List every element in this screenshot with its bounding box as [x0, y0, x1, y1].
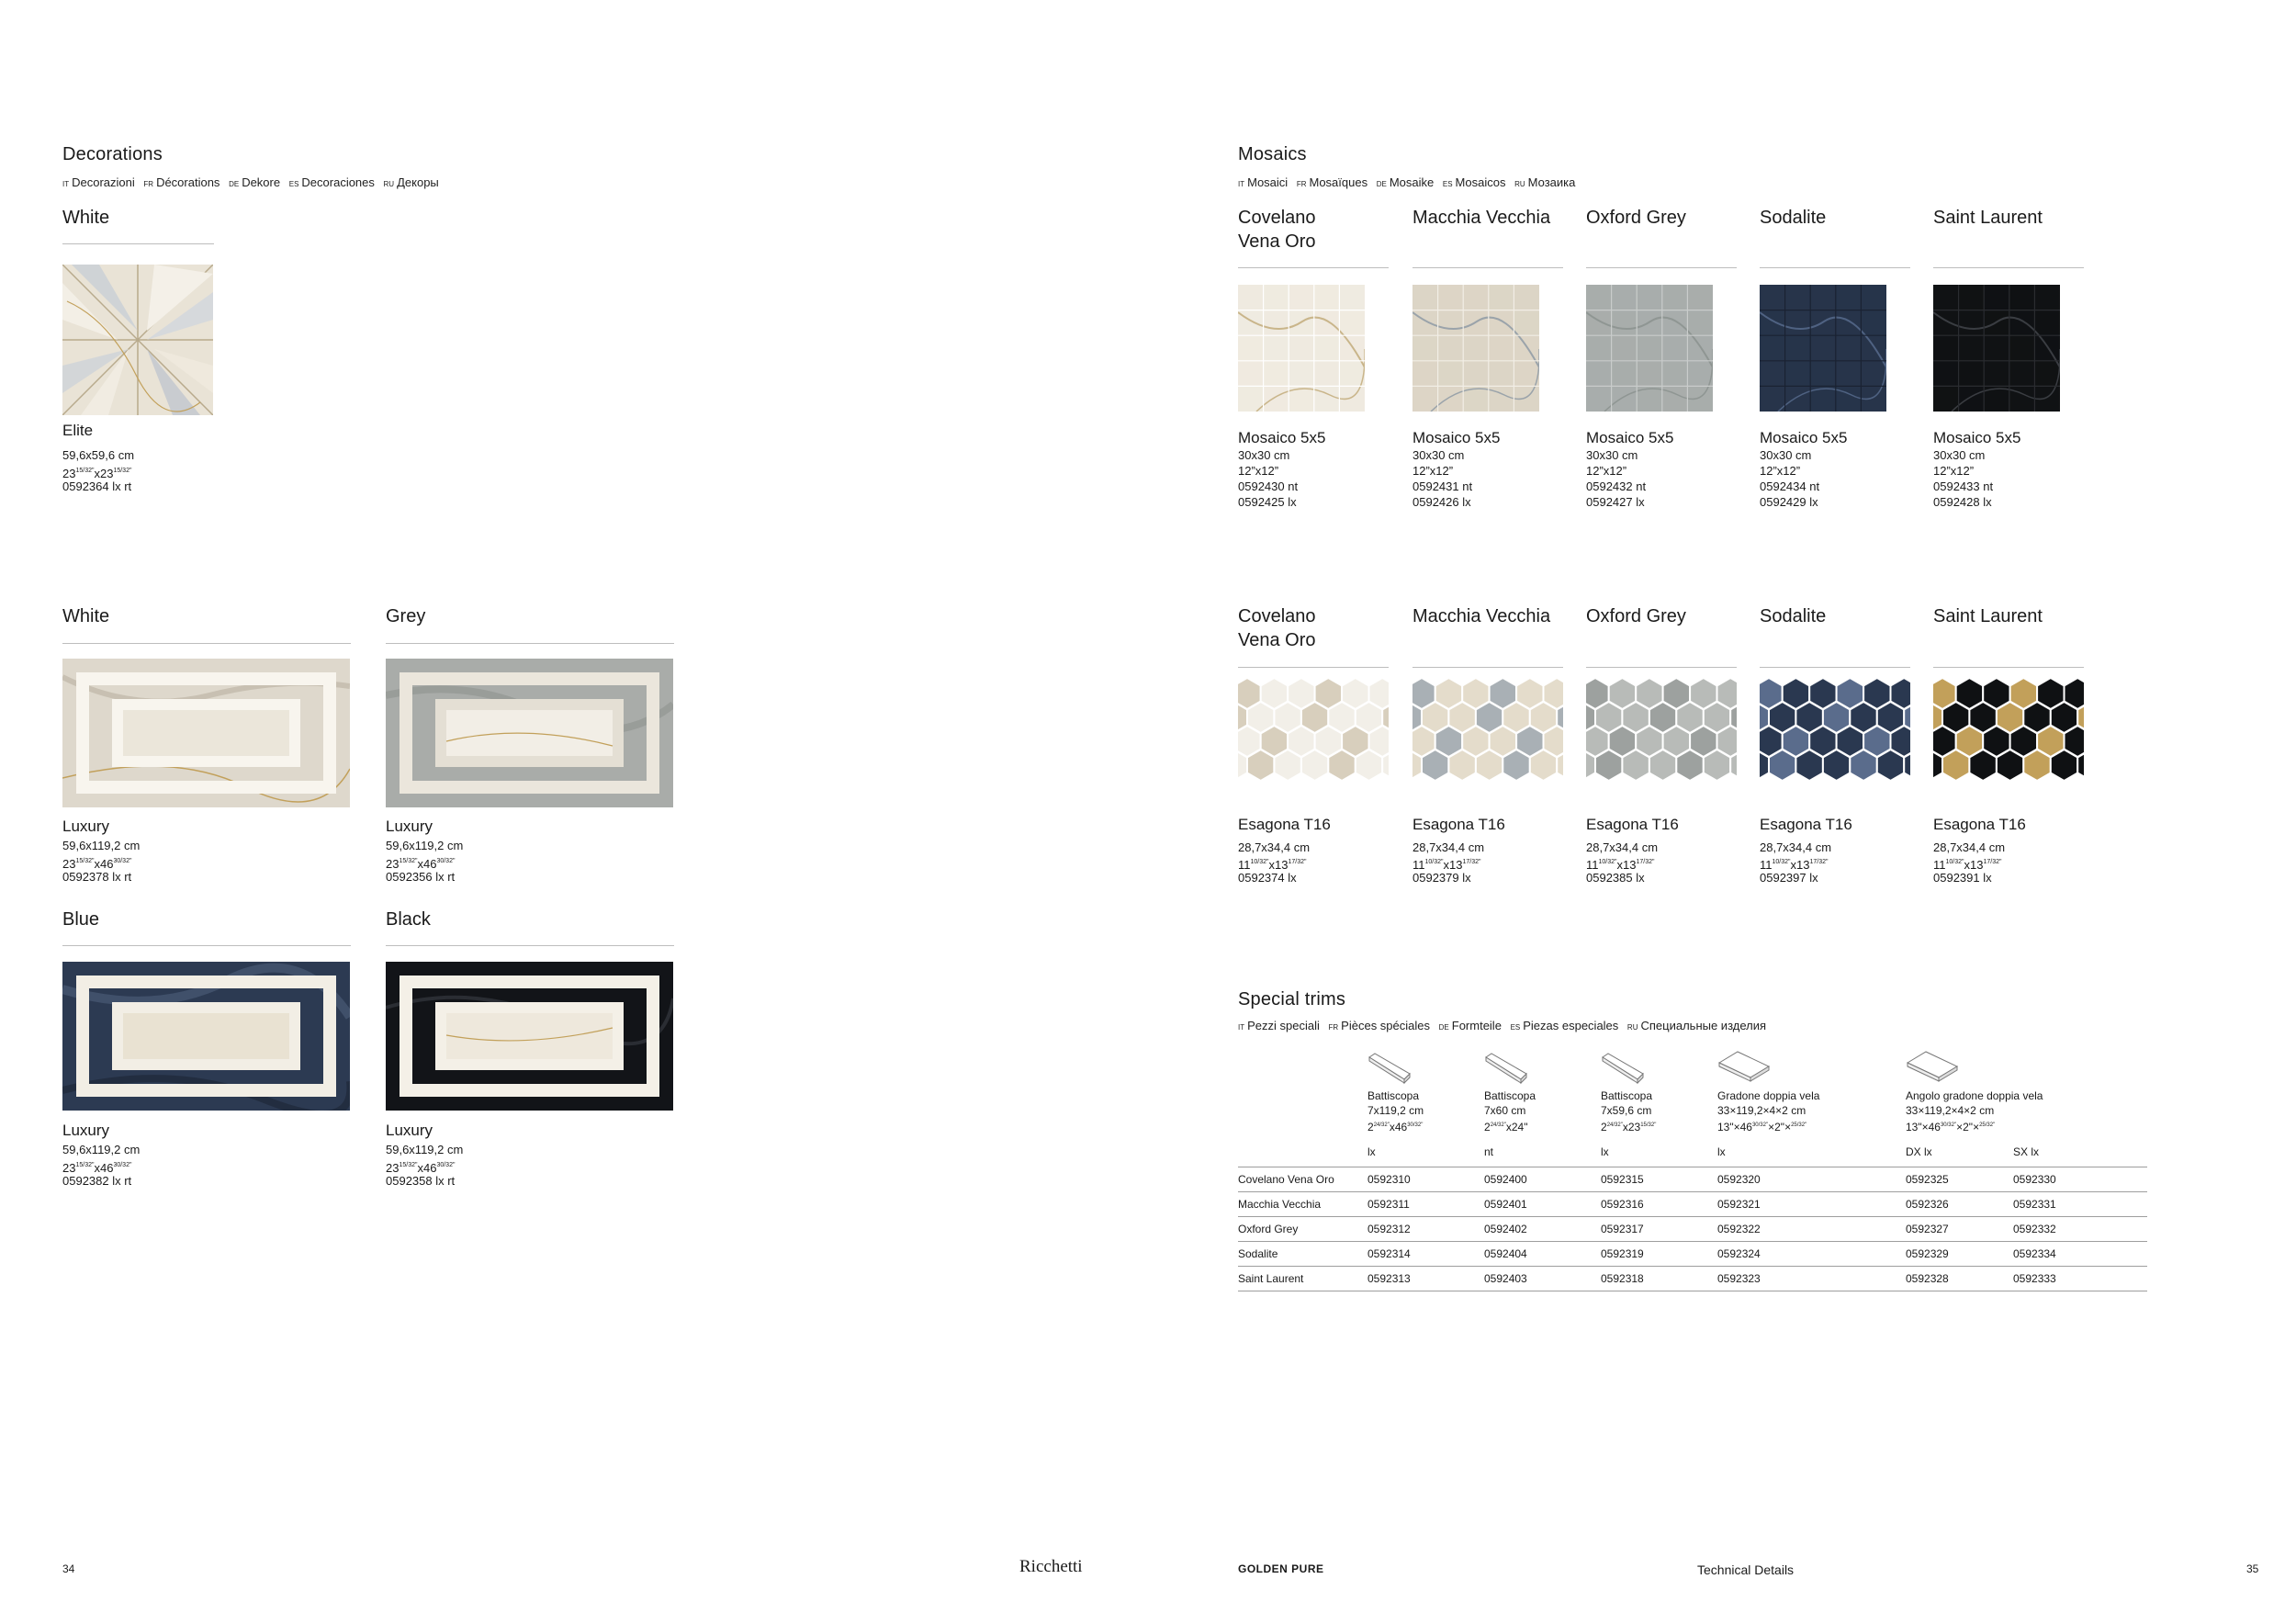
mosaic-size-inch: $11^{10/32"}x13^{17/32"}$: [1933, 858, 2002, 872]
mosaic-hexagon-image: [1933, 677, 2084, 806]
divider: [1933, 267, 2084, 268]
luxury-blue-code: 0592382 lx rt: [62, 1174, 132, 1188]
mosaic-name: Mosaico 5x5: [1238, 429, 1326, 446]
mosaic-size-inch: $11^{10/32"}x13^{17/32"}$: [1238, 858, 1307, 872]
mosaic-size-cm: 30x30 cm: [1586, 448, 1638, 462]
table-row: Covelano Vena Oro 0592310 0592400 0592315 0592320 0592325 0592330: [1238, 1167, 2147, 1191]
divider: [386, 945, 674, 946]
mosaic-code-nt: 0592433 nt: [1933, 479, 1994, 493]
divider: [62, 643, 351, 644]
mosaic-hexagon-image: [1586, 677, 1737, 806]
mosaic-name: Esagona T16: [1933, 816, 2026, 833]
mosaic-heading: Saint Laurent: [1933, 606, 2043, 626]
mosaic-code: 0592391 lx: [1933, 871, 1992, 885]
luxury-black-code: 0592358 lx rt: [386, 1174, 456, 1188]
mosaic-size-cm: 28,7x34,4 cm: [1760, 840, 1832, 854]
divider: [386, 643, 674, 644]
divider: [1933, 667, 2084, 668]
elite-code: 0592364 lx rt: [62, 479, 132, 493]
luxury-blue-size-inch: $23^{15/32"}x46^{30/32"}$: [62, 1161, 132, 1175]
mosaic-square-image: [1412, 285, 1539, 412]
mosaic-size-cm: 28,7x34,4 cm: [1238, 840, 1311, 854]
mosaic-size-inch: $11^{10/32"}x13^{17/32"}$: [1760, 858, 1829, 872]
divider: [62, 243, 214, 244]
mosaic-heading: Sodalite: [1760, 208, 1827, 228]
mosaic-size-inch: 12”x12”: [1412, 464, 1454, 478]
luxury-black-size-inch: $23^{15/32"}x46^{30/32"}$: [386, 1161, 456, 1175]
mosaic-size-cm: 28,7x34,4 cm: [1586, 840, 1659, 854]
mosaic-code-lx: 0592428 lx: [1933, 495, 1992, 509]
mosaic-square-image: [1238, 285, 1365, 412]
mosaic-heading: Sodalite: [1760, 606, 1827, 626]
luxury-black-name: Luxury: [386, 1122, 433, 1139]
page-number-left: 34: [62, 1562, 75, 1575]
luxury-white-size-inch: $23^{15/32"}x46^{30/32"}$: [62, 857, 132, 871]
collection-name: GOLDEN PURE: [1238, 1562, 1324, 1575]
trim-piece-1: Battiscopa 7x119,2 cm $2^{24/32"}x46^{30/32"}$: [1367, 1089, 1424, 1133]
mosaic-size-cm: 30x30 cm: [1238, 448, 1290, 462]
luxury-blue-heading: Blue: [62, 909, 100, 930]
luxury-grey-size-inch: $23^{15/32"}x46^{30/32"}$: [386, 857, 456, 871]
luxury-grey-size: 59,6x119,2 cm: [386, 839, 464, 852]
divider: [1238, 267, 1389, 268]
table-row: Sodalite 0592314 0592404 0592319 0592324 0592329 0592334: [1238, 1241, 2147, 1266]
mosaic-name: Esagona T16: [1412, 816, 1505, 833]
luxury-grey-heading: Grey: [386, 606, 426, 626]
mosaic-heading: Macchia Vecchia: [1412, 606, 1551, 626]
mosaic-code: 0592385 lx: [1586, 871, 1645, 885]
mosaic-name: Mosaico 5x5: [1412, 429, 1501, 446]
page-number-right: 35: [2246, 1562, 2259, 1575]
mosaic-name: Mosaico 5x5: [1586, 429, 1674, 446]
mosaic-size-inch: 12”x12”: [1933, 464, 1975, 478]
section-name: Technical Details: [1697, 1562, 1795, 1577]
luxury-grey-image: [386, 659, 673, 807]
luxury-white-size: 59,6x119,2 cm: [62, 839, 141, 852]
mosaic-size-inch: 12”x12”: [1586, 464, 1627, 478]
mosaic-code: 0592379 lx: [1412, 871, 1471, 885]
mosaic-size-cm: 30x30 cm: [1412, 448, 1465, 462]
mosaic-size-inch: 12”x12”: [1760, 464, 1801, 478]
mosaic-name: Esagona T16: [1760, 816, 1852, 833]
divider: [1586, 667, 1737, 668]
mosaic-hexagon-image: [1412, 677, 1563, 806]
elite-size: 59,6x59,6 cm: [62, 448, 135, 462]
mosaic-code: 0592397 lx: [1760, 871, 1818, 885]
mosaic-size-inch: $11^{10/32"}x13^{17/32"}$: [1412, 858, 1481, 872]
mosaic-heading: Covelano: [1238, 208, 1316, 228]
mosaic-code-lx: 0592427 lx: [1586, 495, 1645, 509]
mosaic-code-nt: 0592432 nt: [1586, 479, 1647, 493]
mosaic-size-inch: $11^{10/32"}x13^{17/32"}$: [1586, 858, 1655, 872]
special-trims-title: Special trims: [1238, 989, 1346, 1009]
table-row: Oxford Grey 0592312 0592402 0592317 0592322 0592327 0592332: [1238, 1216, 2147, 1241]
trim-piece-3: Battiscopa 7x59,6 cm $2^{24/32"}x23^{15/32"}$: [1601, 1089, 1657, 1133]
table-row: Saint Laurent 0592313 0592403 0592318 0592323 0592328 0592333: [1238, 1266, 2147, 1291]
divider: [1412, 267, 1563, 268]
mosaic-heading: Saint Laurent: [1933, 208, 2043, 228]
elite-size-inch: $23^{15/32"}x23^{15/32"}$: [62, 467, 132, 480]
luxury-blue-size: 59,6x119,2 cm: [62, 1143, 141, 1156]
luxury-grey-code: 0592356 lx rt: [386, 870, 456, 884]
brand-logo: Ricchetti: [1019, 1557, 1083, 1576]
mosaic-heading-line2: Vena Oro: [1238, 231, 1316, 252]
mosaic-square-image: [1760, 285, 1886, 412]
mosaic-square-image: [1933, 285, 2060, 412]
mosaic-hexagon-image: [1760, 677, 1910, 806]
mosaic-hexagon-image: [1238, 677, 1389, 806]
mosaic-code-lx: 0592425 lx: [1238, 495, 1297, 509]
divider: [1238, 667, 1389, 668]
luxury-white-image: [62, 659, 350, 807]
luxury-white-heading: White: [62, 606, 110, 626]
luxury-grey-name: Luxury: [386, 818, 433, 835]
mosaic-name: Esagona T16: [1586, 816, 1679, 833]
mosaic-heading: Oxford Grey: [1586, 208, 1686, 228]
decorations-title: Decorations: [62, 144, 163, 164]
trim-piece-4: Gradone doppia vela 33×119,2×4×2 cm $13"\times 46^{30/32"}\times 2"\times^{25/32"}$: [1717, 1089, 1820, 1133]
mosaic-size-cm: 28,7x34,4 cm: [1412, 840, 1485, 854]
luxury-blue-image: [62, 962, 350, 1111]
luxury-black-image: [386, 962, 673, 1111]
elite-heading: White: [62, 208, 110, 228]
mosaic-code-nt: 0592434 nt: [1760, 479, 1820, 493]
battiscopa-icon: [1484, 1052, 1528, 1089]
mosaics-title: Mosaics: [1238, 144, 1307, 164]
mosaic-name: Esagona T16: [1238, 816, 1331, 833]
mosaic-code: 0592374 lx: [1238, 871, 1297, 885]
luxury-blue-name: Luxury: [62, 1122, 110, 1139]
battiscopa-icon: [1601, 1052, 1645, 1089]
mosaics-translations: IT Mosaici FR Mosaïques DE Mosaike ES Mosaicos RU Мозаика: [1238, 175, 1576, 189]
mosaic-heading: Covelano: [1238, 606, 1316, 626]
divider: [1760, 667, 1910, 668]
battiscopa-icon: [1367, 1052, 1412, 1089]
special-trims-translations: IT Pezzi speciali FR Pièces spéciales DE Formteile ES Piezas especiales RU Специальные изделия: [1238, 1019, 1767, 1032]
elite-tile-image: [62, 265, 213, 415]
mosaic-size-cm: 30x30 cm: [1760, 448, 1812, 462]
divider: [1760, 267, 1910, 268]
luxury-black-heading: Black: [386, 909, 431, 930]
mosaic-name: Mosaico 5x5: [1760, 429, 1848, 446]
decorations-translations: IT Decorazioni FR Décorations DE Dekore ES Decoraciones RU Декоры: [62, 175, 439, 189]
divider: [62, 945, 351, 946]
mosaic-name: Mosaico 5x5: [1933, 429, 2021, 446]
trim-piece-2: Battiscopa 7x60 cm $2^{24/32"}x24$": [1484, 1089, 1536, 1133]
luxury-black-size: 59,6x119,2 cm: [386, 1143, 464, 1156]
step-tread-icon: [1717, 1050, 1771, 1088]
luxury-white-name: Luxury: [62, 818, 110, 835]
mosaic-code-nt: 0592431 nt: [1412, 479, 1473, 493]
elite-name: Elite: [62, 422, 94, 439]
mosaic-square-image: [1586, 285, 1713, 412]
mosaic-size-cm: 30x30 cm: [1933, 448, 1986, 462]
mosaic-size-cm: 28,7x34,4 cm: [1933, 840, 2006, 854]
trim-piece-5: Angolo gradone doppia vela 33×119,2×4×2 cm $13"\times 46^{30/32"}\times 2"\times^{25/32"}$: [1906, 1089, 2043, 1133]
mosaic-heading: Oxford Grey: [1586, 606, 1686, 626]
mosaic-heading: Macchia Vecchia: [1412, 208, 1551, 228]
divider: [1412, 667, 1563, 668]
mosaic-heading-line2: Vena Oro: [1238, 630, 1316, 650]
finish-header-row: lx nt lx lx DX lx SX lx: [1367, 1145, 2040, 1158]
mosaic-code-lx: 0592429 lx: [1760, 495, 1818, 509]
step-corner-icon: [1906, 1050, 1959, 1088]
mosaic-code-lx: 0592426 lx: [1412, 495, 1471, 509]
mosaic-size-inch: 12”x12”: [1238, 464, 1279, 478]
luxury-white-code: 0592378 lx rt: [62, 870, 132, 884]
trims-table: [1238, 1167, 2147, 1291]
mosaic-code-nt: 0592430 nt: [1238, 479, 1299, 493]
divider: [1586, 267, 1737, 268]
table-row: Macchia Vecchia 0592311 0592401 0592316 0592321 0592326 0592331: [1238, 1191, 2147, 1216]
